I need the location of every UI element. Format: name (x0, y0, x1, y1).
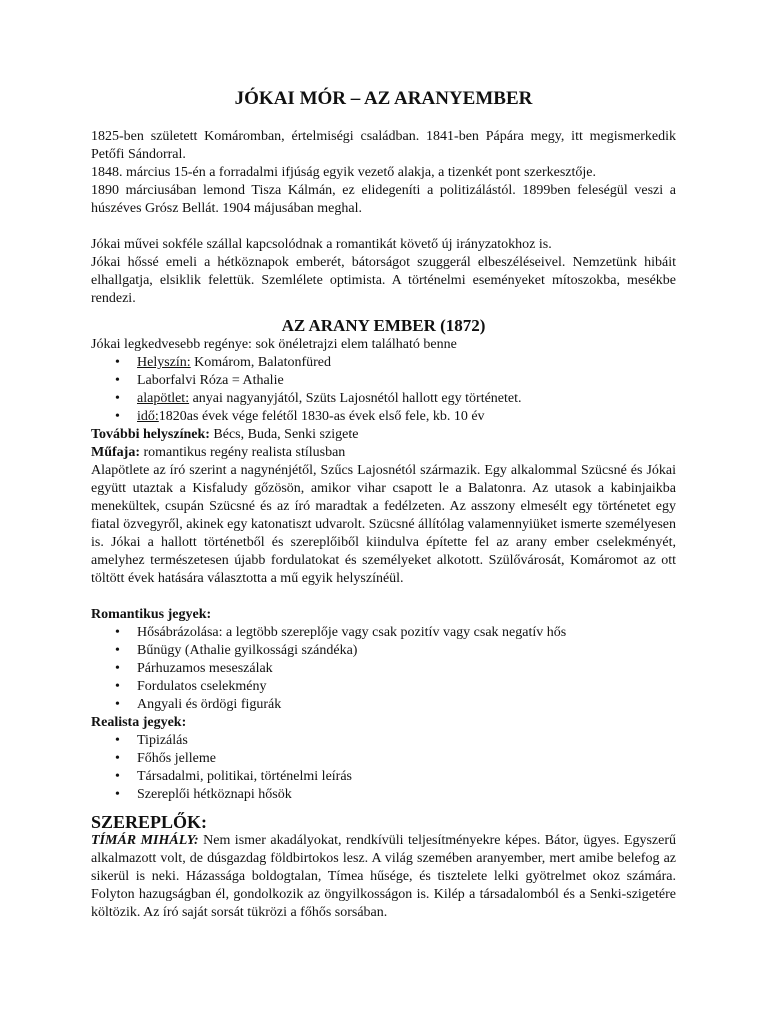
intro-paragraph-1: Jókai művei sokféle szállal kapcsolódnak a romantikát követő új irányzatokhoz is. (91, 237, 552, 252)
list-item (113, 372, 676, 390)
list-item: • Bűnügy (Athalie gyilkossági szándéka) (113, 642, 676, 660)
realist-list (91, 732, 676, 804)
bio-paragraph-3: 1890 márciusában lemond Tisza Kálmán, ez elidegeníti a politizálástól. 1899ben feleségül veszi a húszéves Grósz Bellát. 1904 májusában meghal. (91, 183, 676, 216)
characters-heading: SZEREPLŐK: (91, 812, 208, 832)
bio-paragraph-1: 1825-ben született Komáromban, értelmiségi családban. 1841-ben Pápára megy, itt megismerkedik Petőfi Sándorral. (91, 129, 676, 162)
fact-label: Helyszín: (137, 355, 191, 370)
document-page (91, 88, 676, 922)
list-item: • Főhős jelleme (113, 750, 676, 768)
list-item: • Fordulatos cselekmény (113, 678, 676, 696)
list-item (113, 390, 676, 408)
list-item: • Tipizálás (113, 732, 676, 750)
list-item (113, 408, 676, 426)
genre-label: Műfaja: (91, 445, 140, 460)
section-title: AZ ARANY EMBER (1872) (281, 316, 486, 335)
list-item: • Angyali és ördögi figurák (113, 696, 676, 714)
fact-label: alapötlet: (137, 391, 190, 406)
list-item: • Párhuzamos meseszálak (113, 660, 676, 678)
genre-line (91, 444, 676, 462)
romantic-heading: Romantikus jegyek: (91, 607, 212, 622)
timar-name: TÍMÁR MIHÁLY: (91, 833, 199, 848)
spacer (91, 588, 676, 606)
timar-paragraph (91, 832, 676, 922)
list-item: • Társadalmi, politikai, történelmi leírás (113, 768, 676, 786)
fact-text: anyai nagyanyjától, Szüts Lajosnétól hallott egy történetet. (189, 391, 522, 406)
more-places-label: További helyszínek: (91, 427, 210, 442)
more-places-text: Bécs, Buda, Senki szigete (209, 427, 359, 442)
intro-paragraph-2: Jókai hőssé emeli a hétköznapok emberét, bátorságot szuggerál elbeszéléseivel. Nemzetünk hibáit elhallgatja, elsiklik felettük. Szemlélete optimista. A történelmi eseményeket mítoszokba, mesékbe rendezi. (91, 255, 676, 306)
fact-text: 1820as évek vége felétől 1830-as évek első fele, kb. 10 év (158, 409, 485, 424)
romantic-list (91, 624, 676, 714)
realist-heading: Realista jegyek: (91, 715, 187, 730)
more-places-line (91, 426, 676, 444)
genre-text: romantikus regény realista stílusban (140, 445, 346, 460)
fact-label: idő: (137, 409, 159, 424)
bio-paragraph-2: 1848. március 15-én a forradalmi ifjúság egyik vezető alakja, a tizenkét pont szerkesztője. (91, 165, 596, 180)
spacer (91, 218, 676, 236)
list-item: • Hősábrázolása: a legtöbb szereplője vagy csak pozitív vagy csak negatív hős (113, 624, 676, 642)
favorite-line: Jókai legkedvesebb regénye: sok önéletrajzi elem található benne (91, 337, 457, 352)
document-title: JÓKAI MÓR – AZ ARANYEMBER (234, 88, 533, 109)
timar-text: Nem ismer akadályokat, rendkívüli teljesítményekre képes. Bátor, ügyes. Egyszerű alkalmazott volt, de dúsgazdag földbirtokos lesz. A világ szemében aranyember, mert amibe belefog az sikerül is neki. Házassága boldogtalan, Tímea hűsége, és tisztelete lelki gyötrelmet okoz számára. Folyton hazugságban él, gondolkozik az öngyilkosságon is. Kilép a társadalomból és a Senki-szigetére költözik. Az író saját sorsát tükrözi a főhős sorsában. (91, 833, 676, 920)
origin-paragraph: Alapötlete az író szerint a nagynénjétől, Szűcs Lajosnétól származik. Egy alkalommal Szücsné és Jókai együtt utaztak a Kisfaludy gőzösön, amikor vihar csapott le a Balatonra. Az utasok a kabinjaikba menekültek, csupán Szücsné és az író maradtak a fedélzeten. Az asszony elmesélt egy történetet egy fiatal özvegyről, akinek egy katonatiszt udvarolt. Szücsné állítólag valamennyiüket ismerte személyesen is. Jókai a hallott történetből és szereplőiből kiindulva építette fel az arany ember cselekményét, amelyhez természetesen újabb fordulatokat és személyeket alkotott. Szülővárosát, Komáromot az ott töltött évek hatására választotta a mű egyik helyszínéül. (91, 463, 676, 586)
facts-list (91, 354, 676, 426)
list-item: • Szereplői hétköznapi hősök (113, 786, 676, 804)
fact-text: Laborfalvi Róza = Athalie (137, 373, 284, 388)
list-item (113, 354, 676, 372)
fact-text: Komárom, Balatonfüred (190, 355, 332, 370)
